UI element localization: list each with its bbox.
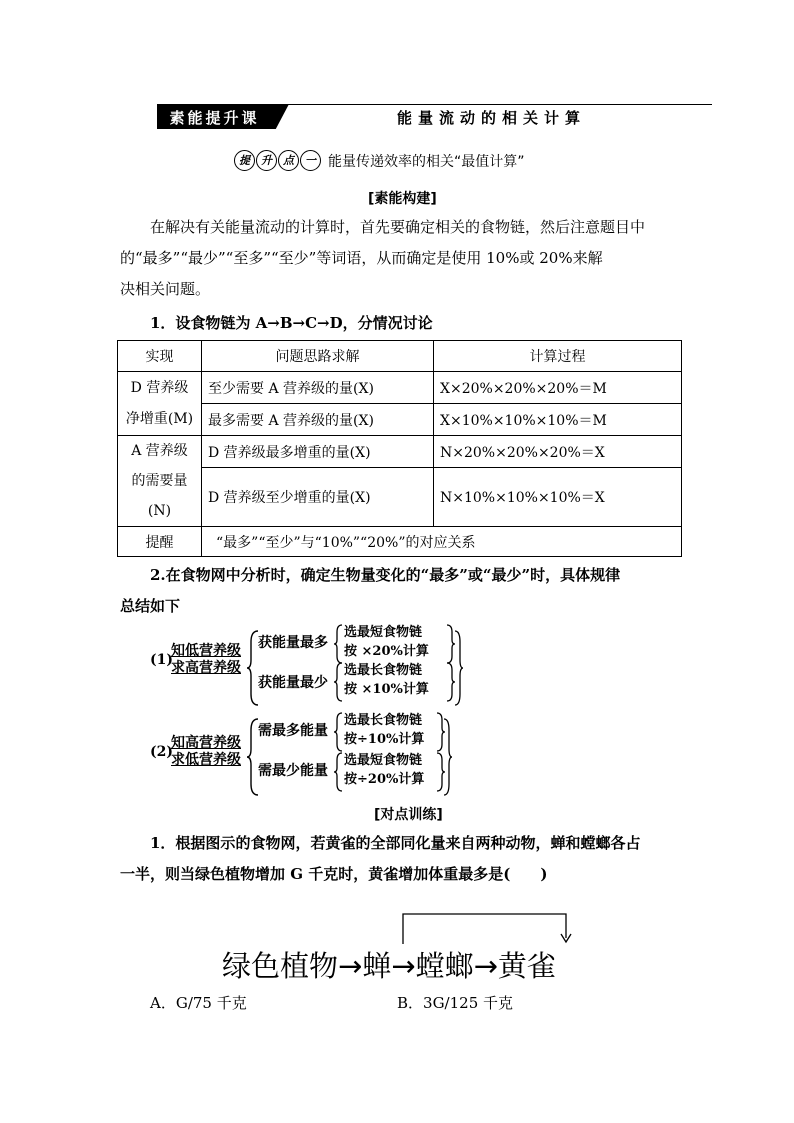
question-1 — [120, 828, 682, 890]
table-header-row — [118, 341, 682, 372]
group-label: D 营养级 — [130, 379, 189, 396]
detail-text: 按÷10%计算 — [344, 732, 425, 747]
rule-2-branch-2: 需最少能量 — [258, 763, 328, 779]
table-row — [118, 404, 682, 436]
detail-text: 选最短食物链 — [344, 753, 423, 768]
calc-table — [117, 340, 682, 557]
question-line: 一半，则当绿色植物增加 G 千克时，黄雀增加体重最多是( ) — [120, 865, 548, 883]
group-label: 净增重(M) — [125, 410, 194, 427]
rule-1-branch-2-detail — [344, 661, 429, 699]
brace-small — [333, 752, 343, 792]
group-label: A 营养级 — [131, 443, 188, 459]
rule-2-branch-2-detail — [344, 751, 424, 789]
section-heading: [素能构建] — [368, 191, 437, 207]
table-header: 问题思路求解 — [202, 341, 434, 372]
point-title: 能量传递效率的相关“最值计算” — [328, 154, 525, 170]
rule-2-branch-1: 需最多能量 — [258, 723, 328, 739]
rule-1-branch-1: 获能量最多 — [258, 635, 328, 651]
brace-small — [333, 662, 343, 702]
table-cell: N×10%×10%×10%＝X — [434, 468, 682, 527]
table-cell: D 营养级最多增重的量(X) — [202, 436, 434, 468]
table-row — [118, 436, 682, 468]
intro-paragraph — [120, 212, 682, 305]
table-header: 实现 — [118, 341, 202, 372]
badge-char: 点 — [278, 150, 299, 171]
table-row — [118, 372, 682, 404]
table-header: 计算过程 — [434, 341, 682, 372]
table-cell: X×20%×20%×20%＝M — [434, 372, 682, 404]
section-heading: [对点训练] — [374, 807, 443, 823]
brace-1-close — [454, 630, 464, 706]
option-b[interactable]: B．3G/125 千克 — [397, 994, 514, 1012]
table-row — [118, 468, 682, 527]
condition-text: 求高营养级 — [171, 660, 241, 676]
item-1: 1．设食物链为 A→B→C→D，分情况讨论 — [150, 314, 433, 332]
table-row — [118, 527, 682, 557]
detail-text: 选最长食物链 — [344, 713, 423, 728]
table-cell: N×20%×20%×20%＝X — [434, 436, 682, 468]
condition-text: 求低营养级 — [171, 752, 241, 768]
header-tag: 素能提升课 — [169, 109, 260, 127]
group-label: (N) — [147, 503, 172, 519]
brace-small — [333, 624, 343, 664]
point-badge — [234, 150, 321, 171]
item-2-line: 2.在食物网中分析时，确定生物量变化的“最多”或“最少”时，具体规律 — [150, 566, 621, 584]
condition-text: 知低营养级 — [171, 643, 241, 659]
condition-text: 知高营养级 — [171, 735, 241, 751]
rule-1-condition — [171, 643, 241, 677]
detail-text: 按 ×20%计算 — [344, 644, 429, 659]
detail-text: 按÷20%计算 — [344, 772, 425, 787]
page-title: 能量流动的相关计算 — [397, 109, 587, 127]
detail-text: 选最短食物链 — [344, 625, 423, 640]
remind-label: 提醒 — [118, 527, 202, 557]
item-2-line: 总结如下 — [120, 597, 181, 615]
item-2 — [120, 560, 682, 622]
intro-line: 在解决有关能量流动的计算时，首先要确定相关的食物链，然后注意题目中 — [150, 218, 646, 236]
table-group-cell — [118, 436, 202, 527]
table-cell: 至少需要 A 营养级的量(X) — [202, 372, 434, 404]
brace-small — [333, 712, 343, 752]
rule-2-condition — [171, 735, 241, 769]
rule-2-branch-1-detail — [344, 711, 424, 749]
foodweb-chain: 绿色植物→蝉→螳螂→黄雀 — [222, 949, 556, 983]
table-cell: X×10%×10%×10%＝M — [434, 404, 682, 436]
rule-2-number: (2) — [150, 744, 173, 760]
brace-2-close — [443, 718, 453, 796]
question-line: 1．根据图示的食物网，若黄雀的全部同化量来自两种动物，蝉和螳螂各占 — [150, 834, 641, 852]
remind-text: “最多”“至少”与“10%”“20%”的对应关系 — [202, 527, 682, 557]
badge-char: 升 — [256, 150, 277, 171]
rule-1-branch-2: 获能量最少 — [258, 675, 328, 691]
detail-text: 选最长食物链 — [344, 663, 423, 678]
intro-line: 决相关问题。 — [120, 280, 211, 298]
table-group-cell — [118, 372, 202, 436]
foodweb-connector — [396, 908, 576, 946]
option-a[interactable]: A．G/75 千克 — [150, 994, 247, 1012]
badge-char: 一 — [300, 150, 321, 171]
detail-text: 按 ×10%计算 — [344, 682, 429, 697]
table-cell: D 营养级至少增重的量(X) — [202, 468, 434, 527]
rule-1-branch-1-detail — [344, 623, 429, 661]
table-cell: 最多需要 A 营养级的量(X) — [202, 404, 434, 436]
rule-1-number: (1) — [150, 652, 173, 668]
group-label: 的需要量 — [131, 473, 188, 489]
intro-line: 的“最多”“最少”“至多”“至少”等词语，从而确定是使用 10%或 20%来解 — [120, 249, 603, 267]
badge-char: 提 — [234, 150, 255, 171]
